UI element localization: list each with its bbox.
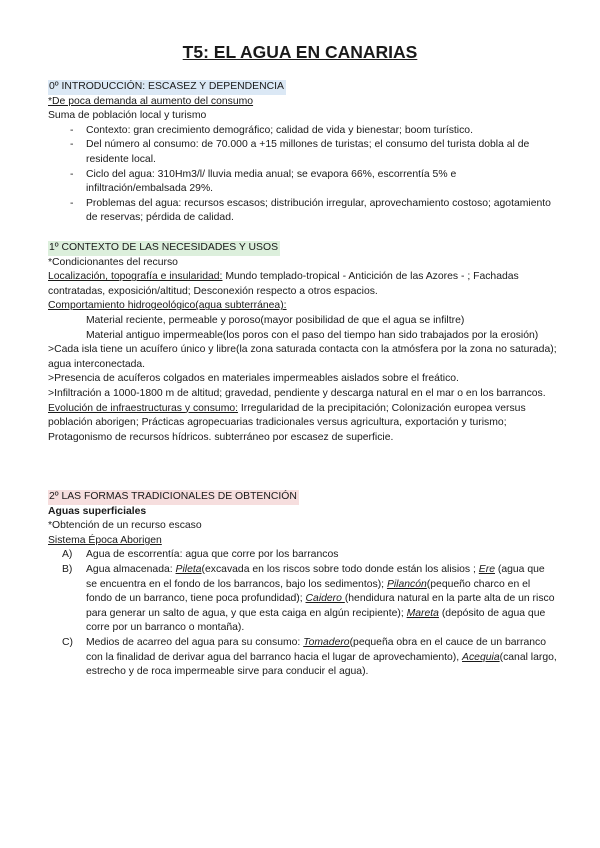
list-item-text: Ciclo del agua: 310Hm3/l/ lluvia media anual; se evapora 66%, escorrentía 5% e infiltración/embalsada 29%. bbox=[86, 168, 457, 195]
list-item-text: Agua de escorrentía: agua que corre por los barrancos bbox=[86, 549, 339, 561]
list-item: - Del número al consumo: de 70.000 a +15 millones de turistas; el consumo del turista dobla al de residente local. bbox=[48, 138, 558, 167]
text-run: (depósito de agua que corre por un barranco o montaña). bbox=[86, 607, 546, 634]
section-heading: 1º CONTEXTO DE LAS NECESIDADES Y USOS bbox=[48, 241, 280, 256]
term: Acequia bbox=[462, 651, 500, 663]
page-title: T5: EL AGUA EN CANARIAS bbox=[182, 42, 418, 62]
list-marker: A) bbox=[62, 549, 73, 561]
list-item-text bbox=[86, 636, 558, 680]
term: Caidero bbox=[305, 593, 345, 605]
section-heading: 0º INTRODUCCIÓN: ESCASEZ Y DEPENDENCIA bbox=[48, 80, 286, 95]
paragraph-text: Irregularidad de la precipitación; Colonización europea versus población aborigen; Prácticas agropecuarias tradicionales versus agricultura, exportación y turismo; Protagonismo de recursos hídricos. subterráneo por escasez de superficie. bbox=[48, 402, 526, 443]
list-item: - Ciclo del agua: 310Hm3/l/ lluvia media anual; se evapora 66%, escorrentía 5% e infiltración/embalsada 29%. bbox=[48, 168, 558, 197]
term: Tomadero bbox=[303, 636, 350, 648]
section-introduccion bbox=[48, 80, 558, 226]
text-run: Agua almacenada: bbox=[86, 563, 176, 575]
text-run: (agua que se encuentra en el fondo de los barrancos, bajo los sedimentos); bbox=[86, 563, 545, 590]
text-line: Suma de población local y turismo bbox=[48, 110, 207, 122]
list-item-text: Problemas del agua: recursos escasos; distribución irregular, aprovechamiento costoso; agotamiento de reservas; pérdida de calidad. bbox=[86, 197, 551, 224]
text-line: Material antiguo impermeable(los poros con el paso del tiempo han sido trabajados por la erosión) bbox=[86, 329, 539, 341]
list-item bbox=[48, 548, 558, 563]
list-item: - Problemas del agua: recursos escasos; distribución irregular, aprovechamiento costoso; agotamiento de reservas; pérdida de calidad. bbox=[48, 197, 558, 226]
section-formas-tradicionales bbox=[48, 490, 558, 680]
paragraph-label: Localización, topografía e insularidad: bbox=[48, 271, 223, 283]
text-line: Sistema Época Aborigen bbox=[48, 534, 162, 546]
subtitle-line: *De poca demanda al aumento del consumo bbox=[48, 95, 254, 107]
paragraph-evolucion bbox=[48, 402, 558, 446]
text-line: Material reciente, permeable y poroso(mayor posibilidad de que el agua se infiltre) bbox=[86, 314, 465, 326]
text-run: (pequeña obra en el cauce de un barranco con la finalidad de derivar agua del barranco hacia el lugar de aprovechamiento), bbox=[86, 636, 547, 663]
section-heading: 2º LAS FORMAS TRADICIONALES DE OBTENCIÓN bbox=[48, 490, 299, 505]
term: Mareta bbox=[406, 607, 439, 619]
section-contexto bbox=[48, 241, 558, 445]
text-line: >Cada isla tiene un acuífero único y libre(la zona saturada contacta con la atmósfera por la zona no saturada); agua interconectada. bbox=[48, 344, 557, 370]
list-item: - Contexto: gran crecimiento demográfico; calidad de vida y bienestar; boom turístico. bbox=[48, 124, 558, 139]
text-line: *Obtención de un recurso escaso bbox=[48, 520, 202, 532]
term: Ere bbox=[478, 563, 495, 575]
list-item-text: Del número al consumo: de 70.000 a +15 millones de turistas; el consumo del turista dobla al de residente local. bbox=[86, 139, 530, 165]
text-run: (hendidura natural en la parte alta de un risco para generar un salto de agua, y que esta caiga en algún recipiente); bbox=[86, 593, 555, 619]
list-item-text bbox=[86, 563, 558, 636]
text-line: *Condicionantes del recurso bbox=[48, 256, 178, 268]
text-run: (pequeño charco en el fondo de un barranco, tiene poca profundidad); bbox=[86, 578, 531, 605]
list-marker: B) bbox=[62, 563, 73, 575]
text-run: Medios de acarreo del agua para su consumo: bbox=[86, 636, 304, 648]
text-run: (excavada en los riscos sobre todo donde están los alisios ; bbox=[201, 563, 479, 575]
list-item bbox=[48, 636, 558, 680]
text-run: (canal largo, estrecho y de roca impermeable sirve para conducir el agua). bbox=[86, 651, 557, 678]
paragraph-localizacion bbox=[48, 270, 558, 299]
term: Pilancón bbox=[386, 578, 427, 590]
list-item-text: Contexto: gran crecimiento demográfico; calidad de vida y bienestar; boom turístico. bbox=[86, 124, 473, 136]
term: Pileta bbox=[175, 563, 202, 575]
list-item bbox=[48, 563, 558, 636]
paragraph-text: Mundo templado-tropical - Anticición de las Azores - ; Fachadas contratadas, exposición/altitud; Desconexión respecto a otros espacios. bbox=[48, 271, 519, 297]
paragraph-label: Evolución de infraestructuras y consumo: bbox=[48, 402, 239, 414]
list-marker: C) bbox=[62, 636, 73, 648]
paragraph-label: Comportamiento hidrogeológico(agua subterránea): bbox=[48, 300, 287, 312]
text-line: >Presencia de acuíferos colgados en materiales impermeables aislados sobre el freático. bbox=[48, 373, 459, 385]
text-line: >Infiltración a 1000-1800 m de altitud; gravedad, pendiente y descarga natural en el mar o en los barrancos. bbox=[48, 387, 546, 399]
subsection-title: Aguas superficiales bbox=[48, 505, 147, 517]
